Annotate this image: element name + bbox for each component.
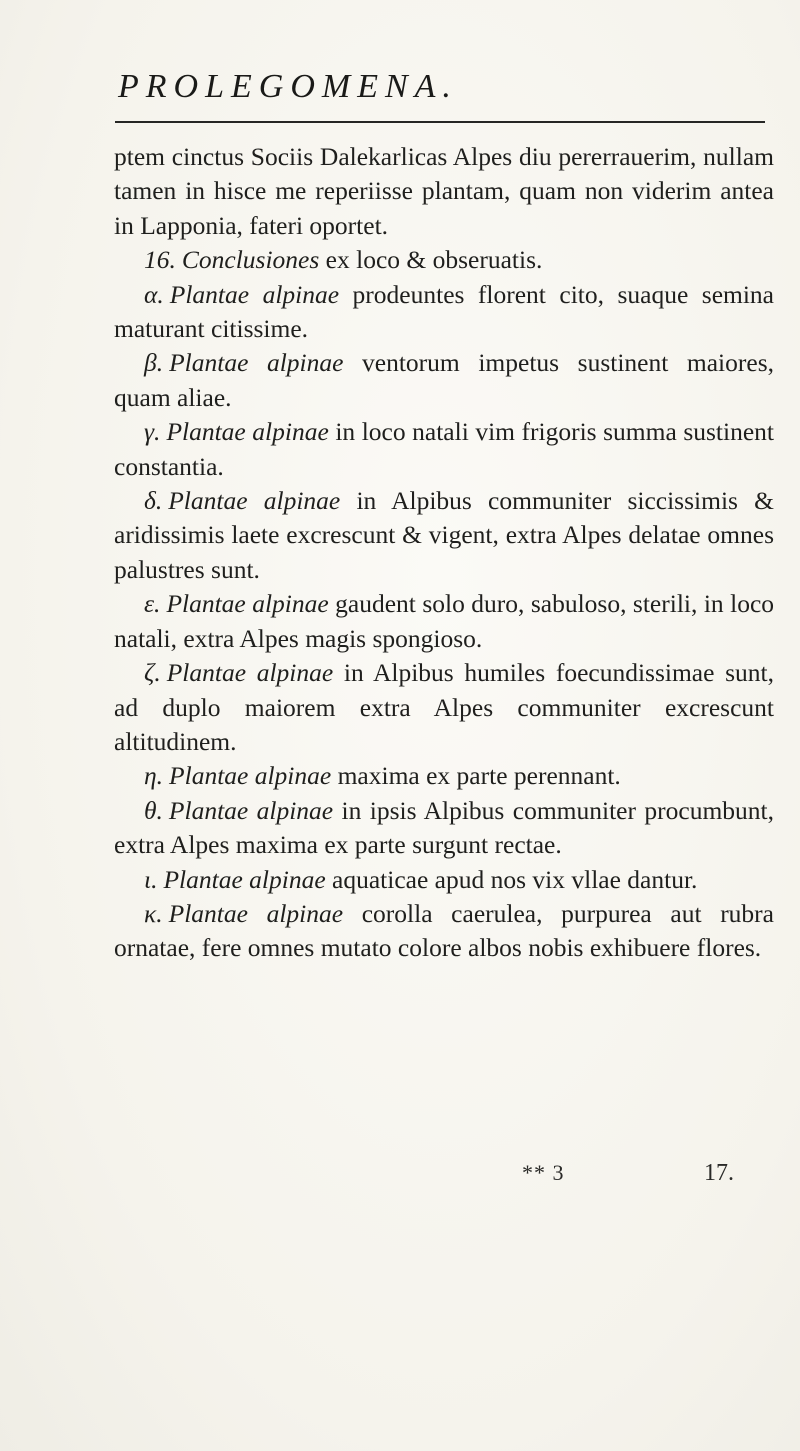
item-marker: β.	[144, 348, 164, 378]
item-lead: Plantae alpinae	[166, 658, 334, 688]
paragraph-gamma	[114, 415, 774, 484]
item-lead: Plantae alpinae	[169, 761, 332, 791]
paragraph-text: in Alpibus communiter siccissimis & aridissimis laete excrescunt & vigent, extra Alpes delatae omnes palustres sunt.	[114, 486, 774, 584]
item-lead: Plantae alpinae	[168, 795, 334, 825]
section-number: 16.	[144, 245, 176, 275]
item-lead: Plantae alpinae	[166, 417, 329, 447]
section-heading: Conclusiones	[181, 245, 320, 275]
page-footer	[0, 1160, 800, 1200]
item-marker: κ.	[144, 898, 163, 928]
signature-mark: ** 3	[522, 1160, 565, 1185]
paragraph-iota	[114, 863, 774, 897]
item-marker: ζ.	[144, 658, 161, 688]
catchword: 17.	[704, 1160, 734, 1186]
item-marker: η.	[144, 761, 164, 791]
paragraph-beta	[114, 346, 774, 415]
item-marker: α.	[144, 279, 164, 309]
paragraph-epsilon	[114, 587, 774, 656]
paragraph-text: corolla caerulea, purpurea aut rubra ornatae, fere omnes mutato colore albos nobis exhibuere flores.	[114, 898, 774, 963]
paragraph-zeta	[114, 656, 774, 759]
paragraph-text: ptem cinctus Sociis Dalekarlicas Alpes diu pererrauerim, nullam tamen in hisce me reperiisse plantam, quam non viderim antea in Lapponia, fateri oportet.	[114, 142, 774, 240]
item-marker: δ.	[144, 486, 163, 516]
body-text	[114, 140, 774, 966]
item-lead: Plantae alpinae	[166, 589, 329, 619]
paragraph-delta	[114, 484, 774, 587]
header-rule	[115, 121, 765, 123]
paragraph-alpha	[114, 278, 774, 347]
item-marker: γ.	[144, 417, 161, 447]
item-lead: Plantae alpinae	[168, 898, 344, 928]
paragraph-text: ex loco & obseruatis.	[325, 245, 543, 275]
paragraph-text: in Alpibus humiles foecundissimae sunt, ad duplo maiorem extra Alpes communiter excrescunt altitudinem.	[114, 658, 775, 756]
item-lead: Plantae alpinae	[163, 864, 326, 894]
paragraph-text: maxima ex parte perennant.	[337, 761, 621, 791]
item-marker: ι.	[144, 864, 158, 894]
paragraph-text: prodeuntes florent cito, suaque semina maturant citissime.	[114, 279, 774, 344]
running-title: PROLEGOMENA.	[118, 68, 458, 105]
paragraph-text: in loco natali vim frigoris summa sustinent constantia.	[114, 417, 774, 481]
item-marker: θ.	[144, 795, 163, 825]
paragraph-text: aquaticae apud nos vix vllae dantur.	[332, 864, 698, 894]
paragraph-section-16	[114, 243, 774, 277]
paragraph-text: ventorum impetus sustinent maiores, quam aliae.	[114, 348, 774, 412]
paragraph-kappa	[114, 897, 774, 966]
item-marker: ε.	[144, 589, 161, 619]
paragraph-text: gaudent solo duro, sabuloso, sterili, in loco natali, extra Alpes magis spongioso.	[114, 589, 775, 653]
item-lead: Plantae alpinae	[168, 486, 341, 516]
item-lead: Plantae alpinae	[169, 279, 340, 309]
paragraph-theta	[114, 794, 774, 863]
paragraph-eta	[114, 759, 774, 793]
item-lead: Plantae alpinae	[169, 348, 344, 378]
paragraph-continuation	[114, 140, 774, 243]
paragraph-text: in ipsis Alpibus communiter procumbunt, extra Alpes maxima ex parte surgunt rectae.	[114, 795, 774, 860]
